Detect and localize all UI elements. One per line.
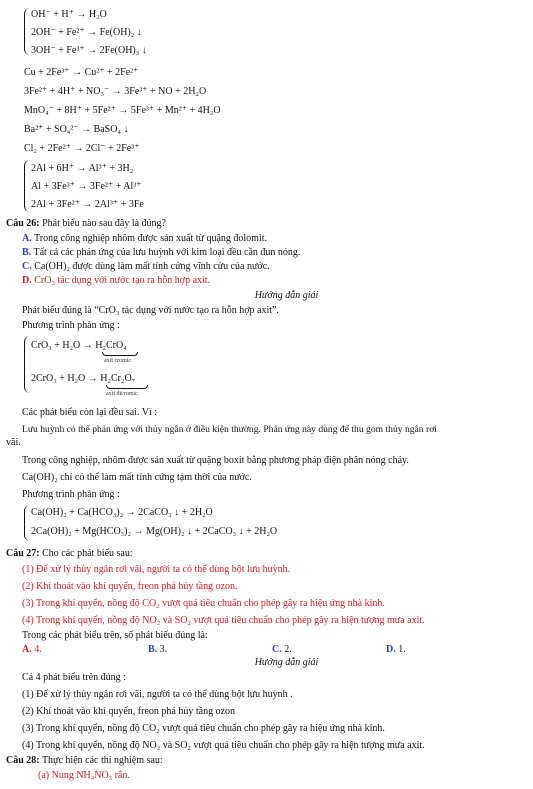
guide-text: Cả 4 phát biểu trên đúng :	[22, 672, 126, 683]
underbrace-label: axit đicromic	[106, 391, 138, 397]
answer-line: (2) Khí thoát vào khí quyển, freon phá hủy tầng ozon	[22, 706, 236, 717]
statement: (3) Trong khí quyển, nồng độ CO₂ vượt quá tiêu chuẩn cho phép gây ra hiệu ứng nhà kính.	[22, 598, 385, 609]
option-text: Trong công nghiệp nhôm được sản xuất từ quặng đolomit.	[31, 233, 268, 244]
option-text: 4.	[31, 644, 42, 655]
guide-text: Phương trình phản ứng :	[22, 320, 120, 331]
question-label: Câu 27:	[6, 548, 40, 559]
option-c	[22, 261, 270, 273]
guide-text: Phương trình phản ứng :	[22, 489, 120, 500]
option-key: D.	[22, 275, 32, 286]
equation-line: 2Al + 6H⁺ → Al³⁺ + 3H₂	[31, 163, 134, 174]
answer-line: (3) Trong khí quyển, nồng độ CO₂ vượt quá tiêu chuẩn cho phép gây ra hiệu ứng nhà kính.	[22, 723, 385, 734]
experiment-item: (a) Nung NH₄NO₃ rắn.	[38, 770, 130, 781]
equation-line: Ba²⁺ + SO₄²⁻ → BaSO₄ ↓	[24, 124, 129, 135]
option-key: B.	[22, 247, 32, 258]
option-c	[272, 644, 292, 656]
equation-line: Ca(OH)₂ + Ca(HCO₃)₂ → 2CaCO₃ ↓ + 2H₂O	[31, 507, 213, 518]
underbrace	[106, 385, 148, 389]
equation-line: 2Ca(OH)₂ + Mg(HCO₃)₂ → Mg(OH)₂ ↓ + 2CaCO₃ ↓ + 2H₂O	[31, 526, 278, 537]
guide-text: Lưu huỳnh có thể phản ứng với thủy ngân ở điều kiện thường. Phản ứng này dùng để thu gom thủy ngân rơi	[22, 424, 437, 435]
option-key: C.	[272, 644, 282, 655]
brace-group-1	[24, 8, 30, 55]
equation-left: 2CrO₃ + H₂O →	[31, 373, 98, 384]
equation-line: 3OH⁻ + Fe³⁺ → 2Fe(OH)₃ ↓	[31, 45, 147, 56]
option-text: 2.	[281, 644, 292, 655]
equation-line: 2OH⁻ + Fe²⁺ → Fe(OH)₂ ↓	[31, 27, 142, 38]
question-26-stem	[6, 218, 166, 230]
option-key: D.	[386, 644, 396, 655]
equation-line: Cl₂ + 2Fe²⁺ → 2Cl⁻ + 2Fe³⁺	[24, 143, 140, 154]
question-ask: Trong các phát biểu trên, số phát biểu đúng là:	[22, 630, 208, 641]
guide-text: Ca(OH)₂ chỉ có thể làm mất tính cứng tạm thời của nước.	[22, 472, 252, 483]
option-key: B.	[148, 644, 158, 655]
option-a	[22, 233, 267, 245]
question-text: Cho các phát biểu sau:	[39, 548, 133, 559]
option-a-correct	[22, 644, 42, 656]
option-d	[386, 644, 406, 656]
statement: (4) Trong khí quyển, nồng độ NO₂ và SO₂ vượt quá tiêu chuẩn cho phép gây ra hiện tượng mưa axit.	[22, 615, 425, 626]
option-text: 1.	[395, 644, 406, 655]
guide-text: Trong công nghiệp, nhôm được sản xuất từ quặng boxit bằng phương pháp điện phân nóng chảy.	[22, 455, 409, 466]
option-key: A.	[22, 233, 32, 244]
question-28-stem	[6, 755, 163, 767]
option-text: CrO₃ tác dụng với nước tạo ra hỗn hợp axit.	[31, 275, 211, 286]
option-key: A.	[22, 644, 32, 655]
answer-line: (1) Để xử lý thủy ngân rơi vãi, người ta có thể dùng bột lưu huỳnh .	[22, 689, 293, 700]
answer-line: (4) Trong khí quyển, nồng độ NO₂ và SO₂ vượt quá tiêu chuẩn cho phép gây ra hiện tượng mưa axit.	[22, 740, 425, 751]
question-27-stem	[6, 548, 133, 560]
option-b	[148, 644, 167, 656]
statement: (1) Để xử lý thủy ngân rơi vãi, người ta có thể dùng bột lưu huỳnh.	[22, 564, 291, 575]
brace-group-2	[24, 160, 30, 212]
product-formula: H₂Cr₂O₇	[100, 373, 136, 384]
option-text: Tất cả các phản ứng của lưu huỳnh với kim loại đều cần đun nóng.	[31, 247, 301, 258]
statement: (2) Khí thoát vào khí quyển, freon phá hủy tầng ozon.	[22, 581, 238, 592]
equation-line	[31, 340, 127, 352]
underbrace	[102, 352, 138, 356]
equation-line: OH⁻ + H⁺ → H₂O	[31, 9, 107, 20]
option-key: C.	[22, 261, 32, 272]
product-formula: H₂CrO₄	[95, 340, 127, 351]
guide-text: vãi.	[6, 437, 21, 448]
equation-line: 3Fe²⁺ + 4H⁺ + NO₃⁻ → 3Fe³⁺ + NO + 2H₂O	[24, 86, 207, 97]
question-text: Thực hiện các thí nghiệm sau:	[39, 755, 163, 766]
option-d-correct	[22, 275, 210, 287]
option-text: Ca(OH)₂ được dùng làm mất tính cứng vĩnh cửu của nước.	[31, 261, 270, 272]
equation-line: MnO₄⁻ + 8H⁺ + 5Fe²⁺ → 5Fe³⁺ + Mn²⁺ + 4H₂O	[24, 105, 221, 116]
equation-left: CrO₃ + H₂O →	[31, 340, 93, 351]
equation-line: Al + 3Fe³⁺ → 3Fe²⁺ + Al³⁺	[31, 181, 142, 192]
brace-cro3	[24, 336, 30, 393]
question-label: Câu 28:	[6, 755, 40, 766]
question-text: Phát biểu nào sau đây là đúng?	[39, 218, 166, 229]
equation-line	[31, 373, 135, 385]
question-label: Câu 26:	[6, 218, 40, 229]
brace-caoh2	[24, 505, 30, 541]
option-b	[22, 247, 300, 259]
equation-line: 2Al + 3Fe²⁺ → 2Al³⁺ + 3Fe	[31, 199, 144, 210]
underbrace-label: axit cromic	[104, 358, 132, 364]
option-text: 3.	[157, 644, 168, 655]
equation-line: Cu + 2Fe³⁺ → Cu²⁺ + 2Fe²⁺	[24, 67, 139, 78]
equation-product	[95, 340, 126, 352]
guide-text: Các phát biểu còn lại đều sai. Vì :	[22, 407, 158, 418]
guide-text: Phát biểu đúng là “CrO₃ tác dụng với nước tạo ra hỗn hợp axit”.	[22, 305, 279, 316]
guide-title: Hướng dẫn giải	[254, 290, 319, 301]
guide-title: Hướng dẫn giải	[254, 657, 319, 668]
